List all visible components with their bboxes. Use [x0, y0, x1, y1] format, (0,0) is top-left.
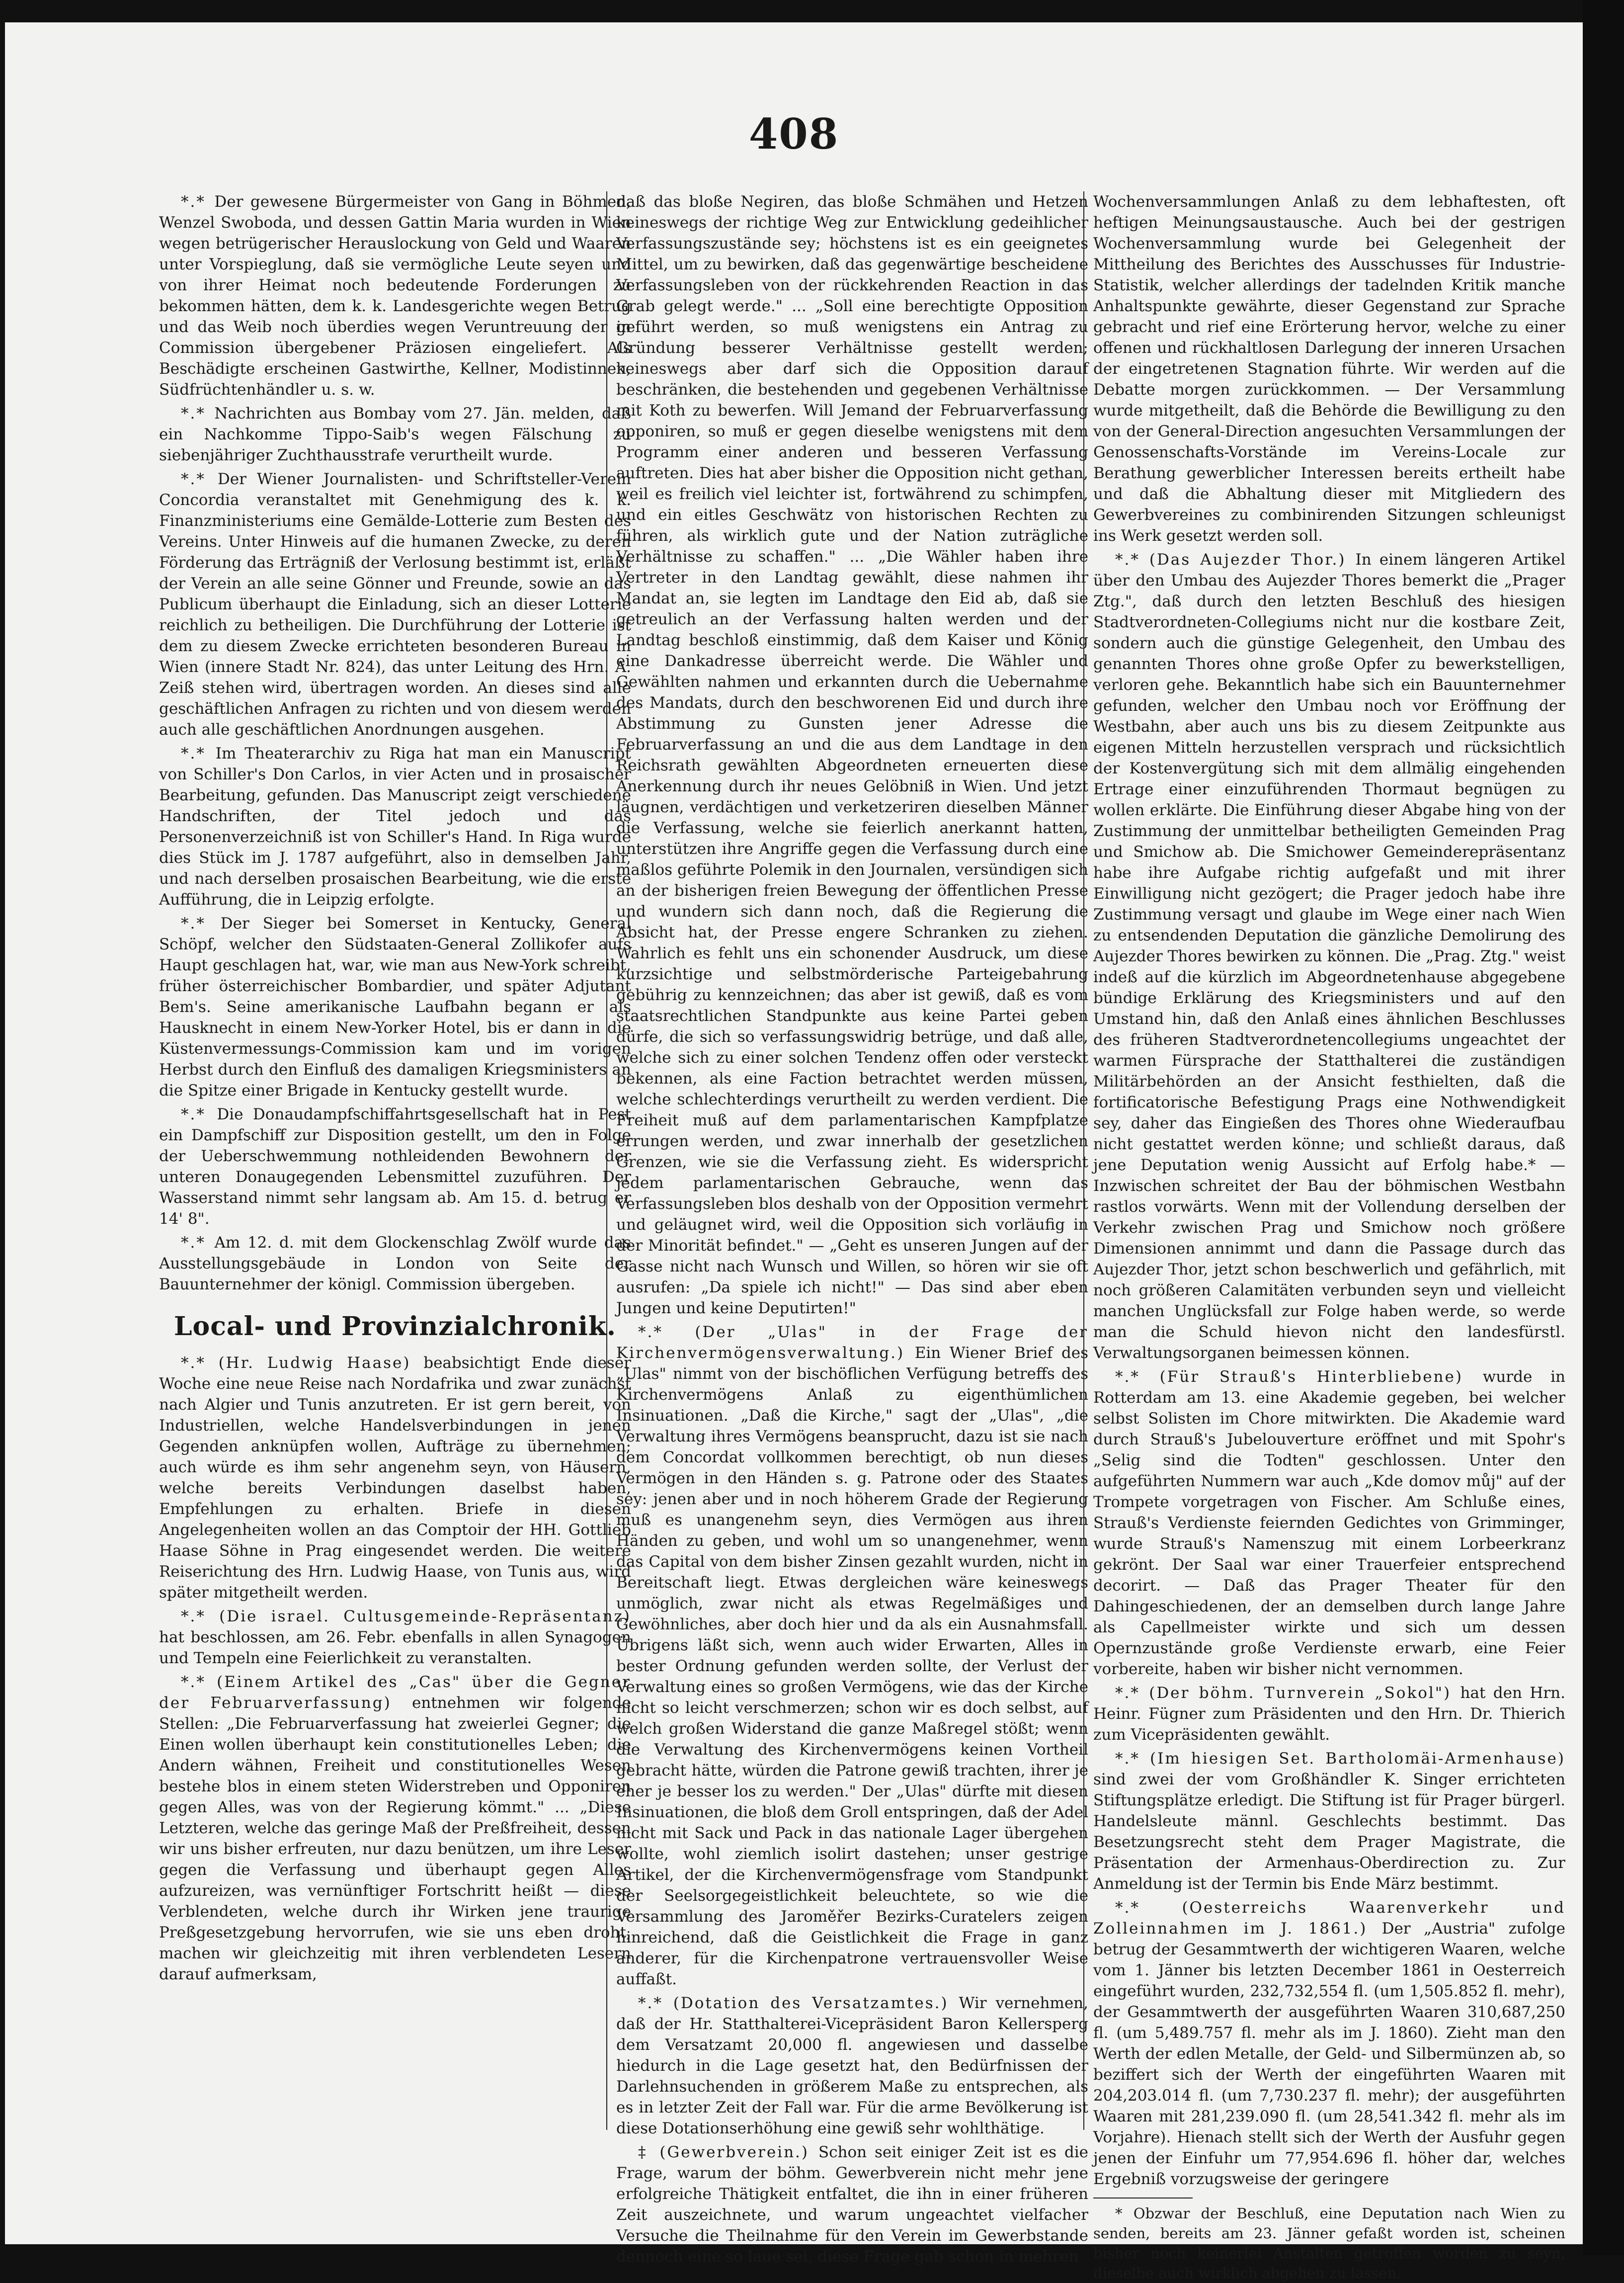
article-paragraph: *.* (Der böhm. Turnverein „Sokol") hat den Hrn. Heinr. Fügner zum Präsidenten und den Hrn. Dr. Thierich zum Vicepräsidenten gewählt. [1093, 1684, 1565, 1744]
article-paragraph: *.* (Der „Ulas" in der Frage der Kirchenvermögensverwaltung.) Ein Wiener Brief des „Ulas" nimmt von der bischöflichen Verfügung betreffs des Kirchenvermögens Anlaß zu eigenthümlichen Insinuationen. „Daß die Kirche," sagt der „Ulas", „die Verwaltung ihres Vermögens beansprucht, dazu ist sie nach dem Concordat vollkommen berechtigt, ob nun dieses Vermögen in den Händen s. g. Patrone oder des Staates sey: jenen aber und in noch höherem Grade der Regierung muß es unangenehm seyn, dies Vermögen aus ihren Händen zu geben, und wohl um so unangenehmer, wenn das Capital von dem bisher Zinsen gezahlt wurden, nicht in Bereitschaft liegt. Etwas dergleichen wäre keineswegs unmöglich, zwar nicht als etwas Regelmäßiges und Gewöhnliches, aber doch hier und da als ein Ausnahmsfall. Übrigens läßt sich, wenn auch wider Erwarten, Alles in bester Ordnung gefunden werden sollte, der Verlust der Verwaltung eines so großen Vermögens, wie das der Kirche nicht so leicht verschmerzen; schon wir es doch selbst, auf welch großen Widerstand die ganze Maßregel stößt; wenn die Verwaltung des Kirchenvermögens keinen Vortheil gebracht hätte, würden die Patrone gewiß trachten, ihrer je eher je besser los zu werden." Der „Ulas" dürfte mit diesen Insinuationen, die bloß dem Groll entspringen, daß der Adel nicht mit Sack und Pack in das nationale Lager übergehen wollte, wohl ziemlich isolirt dastehen; unser gestrige Artikel, der die Kirchenvermögensfrage vom Standpunkt der Seelsorgegeistlichkeit beleuchtete, so wie die Versammlung des Jaroměřer Bezirks-Curatelers zeigen hinreichend, daß die Geistlichkeit die Frage in ganz anderer, für die Kirchenpatrone vertrauensvoller Weise auffaßt. [616, 1323, 1088, 1988]
column-2 [616, 191, 1088, 2266]
article-paragraph: *.* (Im hiesigen Set. Bartholomäi-Armenhause) sind zwei der vom Großhändler K. Singer errichteten Stiftungsplätze erledigt. Die Stiftung ist für Prager bürgerl. Handelsleute männl. Geschlechts bestimmt. Das Besetzungsrecht steht dem Prager Magistrate, die Präsentation der Armenhaus-Oberdirection zu. Zur Anmeldung ist der Termin bis Ende März bestimmt. [1093, 1750, 1565, 1893]
article-paragraph: *.* Der Sieger bei Somerset in Kentucky, General Schöpf, welcher den Südstaaten-General Zollikofer aufs Haupt geschlagen hat, war, wie man aus New-York schreibt, früher österreichischer Bombardier, und später Adjutant Bem's. Seine amerikanische Laufbahn begann er als Hausknecht in einem New-Yorker Hotel, bis er dann in die Küstenvermessungs-Commission kam und im vorigen Herbst durch den Einfluß des damaligen Kriegsministers an die Spitze einer Brigade in Kentucky gestellt wurde. [159, 915, 631, 1099]
article-paragraph: *.* Der gewesene Bürgermeister von Gang in Böhmen, Wenzel Swoboda, und dessen Gattin Maria wurden in Wien wegen betrügerischer Herauslockung von Geld und Waaren unter Vorspieglung, daß sie vermögliche Leute seyen und von ihrer Heimat noch bedeutende Forderungen zu bekommen hätten, dem k. k. Landesgerichte wegen Betrug und das Weib noch überdies wegen Veruntreuung der in Commission übergebener Präziosen eingeliefert. Als Beschädigte erscheinen Gastwirthe, Kellner, Modistinnen, Südfrüchtenhändler u. s. w. [159, 193, 631, 399]
article-paragraph: *.* (Einem Artikel des „Cas" über die Gegner der Februarverfassung) entnehmen wir folgende Stellen: „Die Februarverfassung hat zweierlei Gegner; die Einen wollen überhaupt kein constitutionelles Leben; die Andern wähnen, Freiheit und constitutionelles Wesen bestehe blos in einem steten Widerstreben und Opponiren gegen Alles, was von der Regierung kömmt." ... „Diese Letzteren, welche das geringe Maß der Preßfreiheit, dessen wir uns bisher erfreuten, nur dazu benützen, um ihre Leser gegen die Verfassung und überhaupt gegen Alles aufzureizen, was vernünftiger Fortschritt heißt — diese Verblendeten, welche durch ihr Wirken jene traurige Preßgesetzgebung hervorrufen, wie sie uns eben droht, machen wir gleichzeitig mit ihren verblendeten Lesern darauf aufmerksam, [159, 1673, 631, 1983]
article-paragraph: *.* Am 12. d. mit dem Glockenschlag Zwölf wurde das Ausstellungsgebäude in London von Seite der Bauunternehmer der königl. Commission übergeben. [159, 1234, 631, 1293]
column-3 [1093, 191, 1565, 2282]
article-paragraph: *.* Nachrichten aus Bombay vom 27. Jän. melden, daß ein Nachkomme Tippo-Saib's wegen Fälschung zu siebenjähriger Zuchthausstrafe verurtheilt wurde. [159, 405, 631, 464]
footnote: * Obzwar der Beschluß, eine Deputation nach Wien zu senden, bereits am 23. Jänner gefaßt worden ist, scheinen bisher noch keinerlei Anstalten getroffen worden zu seyn, dieselbe auch wirklich abgehen zu lassen. [1093, 2205, 1565, 2282]
article-paragraph: *.* (Die israel. Cultusgemeinde-Repräsentanz) hat beschlossen, am 26. Febr. ebenfalls in allen Synagogen und Tempeln eine Feierlichkeit zu veranstalten. [159, 1607, 631, 1667]
newspaper-page [5, 22, 1583, 2282]
page-number: 408 [748, 109, 839, 159]
article-paragraph: *.* Der Wiener Journalisten- und Schriftsteller-Verein Concordia veranstaltet mit Genehmigung des k. k. Finanzministeriums eine Gemälde-Lotterie zum Besten des Vereins. Unter Hinweis auf die humanen Zwecke, zu deren Förderung das Erträgniß der Verlosung bestimmt ist, erläßt der Verein an alle seine Gönner und Freunde, sowie an das Publicum überhaupt die Einladung, sich an dieser Lotterie reichlich zu betheiligen. Die Durchführung der Lotterie ist dem zu diesem Zwecke errichteten besonderen Bureau in Wien (innere Stadt Nr. 824), das unter Leitung des Hrn. A. Zeiß stehen wird, übertragen worden. An dieses sind alle geschäftlichen Anfragen zu richten und von diesem werden auch alle geschäftlichen Anordnungen ausgehen. [159, 470, 631, 739]
article-paragraph: *.* (Oesterreichs Waarenverkehr und Zolleinnahmen im J. 1861.) Der „Austria" zufolge betrug der Gesammtwerth der wichtigeren Waaren, welche vom 1. Jänner bis letzten December 1861 in Oesterreich eingeführt wurden, 232,732,554 fl. (um 1,505.852 fl. mehr), der Gesammtwerth der ausgeführten Waaren 310,687,250 fl. (um 5,489.757 fl. mehr als im J. 1860). Zieht man den Werth der edlen Metalle, der Geld- und Silbermünzen ab, so beziffert sich der Werth der eingeführten Waaren mit 204,203.014 fl. (um 7,730.237 fl. mehr); der ausgeführten Waaren mit 281,239.090 fl. (um 28,541.342 fl. mehr als im Vorjahre). Hienach stellt sich der Werth der Ausfuhr gegen jenen der Einfuhr um 77,954.696 fl. höher dar, welches Ergebniß vorzugsweise der geringere [1093, 1899, 1565, 2188]
article-paragraph: daß das bloße Negiren, das bloße Schmähen und Hetzen keineswegs der richtige Weg zur Entwicklung gedeihlicher Verfassungszustände sey; höchstens ist es ein geeignetes Mittel, um zu bewirken, daß das gegenwärtige bescheidene Verfassungsleben von der rückkehrenden Reaction in das Grab gelegt werde." ... „Soll eine berechtigte Opposition geführt werden, so muß wenigstens ein Antrag zu Gründung besserer Verhältnisse gestellt werden; keineswegs aber darf sich die Opposition darauf beschränken, die bestehenden und gegebenen Verhältnisse mit Koth zu bewerfen. Will Jemand der Februarverfassung opponiren, so muß er gegen dieselbe wenigstens mit dem Programm einer anderen und besseren Verfassung auftreten. Dies hat aber bisher die Opposition nicht gethan, weil es freilich viel leichter ist, fortwährend zu schimpfen, und ein eitles Geschwätz von historischen Rechten zu führen, als wirklich gute und der Nation zuträgliche Verhältnisse zu schaffen." ... „Die Wähler haben ihre Vertreter in den Landtag gewählt, diese nahmen ihr Mandat an, sie legten im Landtage den Eid ab, daß sie getreulich an der Verfassung halten werden und der Landtag beschloß einstimmig, daß dem Kaiser und König eine Dankadresse überreicht werde. Die Wähler und Gewählten nahmen und erkannten durch die Uebernahme des Mandats, durch den beschworenen Eid und durch ihre Abstimmung zu Gunsten jener Adresse die Februarverfassung an und die aus dem Landtage in den Reichsrath gewählten Abgeordneten erneuerten diese Anerkennung durch ihr neues Gelöbniß in Wien. Und jetzt läugnen, verdächtigen und verketzeriren dieselben Männer die Verfassung, welche sie feierlich anerkannt hatten, unterstützen ihre Angriffe gegen die Verfassung durch eine maßlos geführte Polemik in den Journalen, versündigen sich an der bisherigen freien Bewegung der öffentlichen Presse und wundern sich dann noch, daß die Regierung die Absicht hat, der Presse engere Schranken zu ziehen. Wahrlich es fehlt uns ein schonender Ausdruck, um diese kurzsichtige und selbstmörderische Parteigebahrung gebührig zu kennzeichnen; das aber ist gewiß, daß es vom staatsrechtlichen Standpunkte aus keine Partei geben dürfe, die sich so verfassungswidrig betrüge, und daß alle, welche sich zu einer solchen Tendenz offen oder versteckt bekennen, als eine Faction betrachtet werden müssen, welche schlechterdings verurtheilt zu werden verdient. Die Freiheit muß auf dem parlamentarischen Kampfplatze errungen werden, und zwar innerhalb der gesetzlichen Grenzen, wie sie die Verfassung zieht. Es widerspricht jedem parlamentarischen Gebrauche, wenn das Verfassungsleben blos deshalb von der Opposition vermehrt und geläugnet wird, weil die Opposition sich vorläufig in der Minorität befindet." — „Geht es unseren Jungen auf der Gasse nicht nach Wunsch und Willen, so hören wir sie oft ausrufen: „Da spiele ich nicht!" — Das sind aber eben Jungen und keine Deputirten!" [616, 193, 1088, 1317]
article-paragraph: Wochenversammlungen Anlaß zu dem lebhaftesten, oft heftigen Meinungsaustausche. Auch bei der gestrigen Wochenversammlung wurde bei Gelegenheit der Mittheilung des Berichtes des Ausschusses für Industrie-Statistik, welcher allerdings der tadelnden Kritik manche Anhaltspunkte gewährte, dieser Gegenstand zur Sprache gebracht und rief eine Erörterung hervor, welche zu einer offenen und rückhaltlosen Darlegung der inneren Ursachen der eingetretenen Stagnation führte. Wir werden auf die Debatte morgen zurückkommen. — Der Versammlung wurde mitgetheilt, daß die Behörde die Bewilligung zu den von der General-Direction angesuchten Versammlungen der Genossenschafts-Vorstände im Vereins-Locale zur Berathung gewerblicher Interessen bereits ertheilt habe und daß die Abhaltung dieser mit Mitgliedern des Gewerbvereines zu combinirenden Sitzungen schleunigst ins Werk gesetzt werden soll. [1093, 193, 1565, 545]
column-1 [159, 191, 631, 2180]
section-heading: Local- und Provinzialchronik. [173, 1311, 617, 1342]
article-paragraph: *.* (Dotation des Versatzamtes.) Wir vernehmen, daß der Hr. Statthalterei-Vicepräsident Baron Kellersperg dem Versatzamt 20,000 fl. angewiesen und dasselbe hiedurch in die Lage gesetzt hat, den Bedürfnissen der Darlehnsuchenden in größerem Maße zu entsprechen, als es in letzter Zeit der Fall war. Für die arme Bevölkerung ist diese Dotationserhöhung eine gewiß sehr wohlthätige. [616, 1994, 1088, 2137]
article-paragraph: *.* Im Theaterarchiv zu Riga hat man ein Manuscript von Schiller's Don Carlos, in vier Acten und in prosaischer Bearbeitung, gefunden. Das Manuscript zeigt verschiedene Handschriften, der Titel jedoch und das Personenverzeichniß ist von Schiller's Hand. In Riga wurde dies Stück im J. 1787 aufgeführt, also in demselben Jahr, und nach derselben prosaischen Bearbeitung, wie die erste Aufführung, die in Leipzig erfolgte. [159, 745, 631, 909]
article-paragraph: *.* Die Donaudampfschiffahrtsgesellschaft hat in Pest ein Dampfschiff zur Disposition gestellt, um den in Folge der Ueberschwemmung nothleidenden Bewohnern der unteren Donaugegenden Lebensmittel zuzuführen. Der Wasserstand nimmt sehr langsam ab. Am 15. d. betrug er 14' 8". [159, 1105, 631, 1228]
scan-border [1583, 0, 1624, 2255]
article-paragraph: *.* (Hr. Ludwig Haase) beabsichtigt Ende dieser Woche eine neue Reise nach Nordafrika und zwar zunächst nach Algier und Tunis anzutreten. Er ist gern bereit, von Industriellen, welche Handelsverbindungen in jenen Gegenden anknüpfen wollen, Aufträge zu übernehmen; auch würde es ihm sehr angenehm seyn, von Häusern, welche bereits Verbindungen daselbst haben, Empfehlungen zu erhalten. Briefe in diesen Angelegenheiten wollen an das Comptoir der HH. Gottlieb Haase Söhne in Prag eingesendet werden. Die weitere Reiserichtung des Hrn. Ludwig Haase, von Tunis aus, wird später mitgetheilt werden. [159, 1354, 632, 1602]
article-paragraph: ‡ (Gewerbverein.) Schon seit einiger Zeit ist es die Frage, warum der böhm. Gewerbverein nicht mehr jene erfolgreiche Thätigkeit entfaltet, die ihn in einer früheren Zeit auszeichnete, und warum ungeachtet vielfacher Versuche die Theilnahme für den Verein im Gewerbstande dennoch eine so laue sei, diese Frage gab schon in mehren [616, 2143, 1088, 2266]
article-paragraph: *.* (Das Aujezder Thor.) In einem längeren Artikel über den Umbau des Aujezder Thores bemerkt die „Prager Ztg.", daß durch den letzten Beschluß des hiesigen Stadtverordneten-Collegiums nicht nur die kostbare Zeit, sondern auch die günstige Gelegenheit, den Umbau des genannten Thores ohne große Opfer zu bewerkstelligen, verloren gehe. Bekanntlich habe sich ein Bauunternehmer gefunden, welcher den Umbau noch vor Eröffnung der Westbahn, aber auch uns bis zu diesem Zeitpunkte aus eigenen Mitteln herzustellen versprach und rücksichtlich der Kostenvergütung sich mit dem allmälig eingehenden Ertrage einer einzuführenden Thormaut begnügen zu wollen erklärte. Die Einführung dieser Abgabe hing von der Zustimmung der unmittelbar betheiligten Gemeinden Prag und Smichow ab. Die Smichower Gemeinderepräsentanz habe ihre Aufgabe richtig aufgefaßt und mit ihrer Einwilligung nicht gezögert; die Prager jedoch habe ihre Zustimmung versagt und glaube im Wege einer nach Wien zu entsendenden Deputation die gänzliche Demolirung des Aujezder Thores bewirken zu können. Die „Prag. Ztg." weist indeß auf die kürzlich im Abgeordnetenhause abgegebene bündige Erklärung des Kriegsministers und auf den Umstand hin, daß den Anlaß eines ähnlichen Beschlusses des früheren Stadtverordnetencollegiums ungeachtet der warmen Fürsprache der Statthalterei die zuständigen Militärbehörden an der Ansicht festhielten, daß die fortificatorische Befestigung Prags eine Nothwendigkeit sey, daher das Eingießen des Thores ohne Wiederaufbau nicht gestattet werden könne; und schließt daraus, daß jene Deputation wenig Aussicht auf Erfolg habe.* — Inzwischen schreitet der Bau der böhmischen Westbahn rastlos vorwärts. Wenn mit der Vollendung derselben der Verkehr zwischen Prag und Smichow noch größere Dimensionen annimmt und dann die Passage durch das Aujezder Thor, jetzt schon beschwerlich und gefährlich, mit noch größeren Calamitäten verbunden seyn und vielleicht manchen Unglücksfall zur Folge haben werde, so werde man die Schuld hievon nicht den landesfürstl. Verwaltungsorganen beimessen können. [1093, 551, 1565, 1362]
article-paragraph: *.* (Für Strauß's Hinterbliebene) wurde in Rotterdam am 13. eine Akademie gegeben, bei welcher selbst Solisten im Chore mitwirkten. Die Akademie ward durch Strauß's Jubelouverture eröffnet und mit Spohr's „Selig sind die Todten" geschlossen. Unter den aufgeführten Nummern war auch „Kde domov můj" auf der Trompete vorgetragen von Fischer. Am Schluße eines, Strauß's Verdienste feiernden Gedichtes von Grimminger, wurde Strauß's Namenszug mit einem Lorbeerkranz gekrönt. Der Saal war einer Trauerfeier entsprechend decorirt. — Daß das Prager Theater für den Dahingeschiedenen, der an demselben durch lange Jahre als Capellmeister wirkte und sich um dessen Opernzustände große Verdienste erwarb, eine Feier vorbereite, haben wir bisher nicht vernommen. [1093, 1368, 1565, 1678]
